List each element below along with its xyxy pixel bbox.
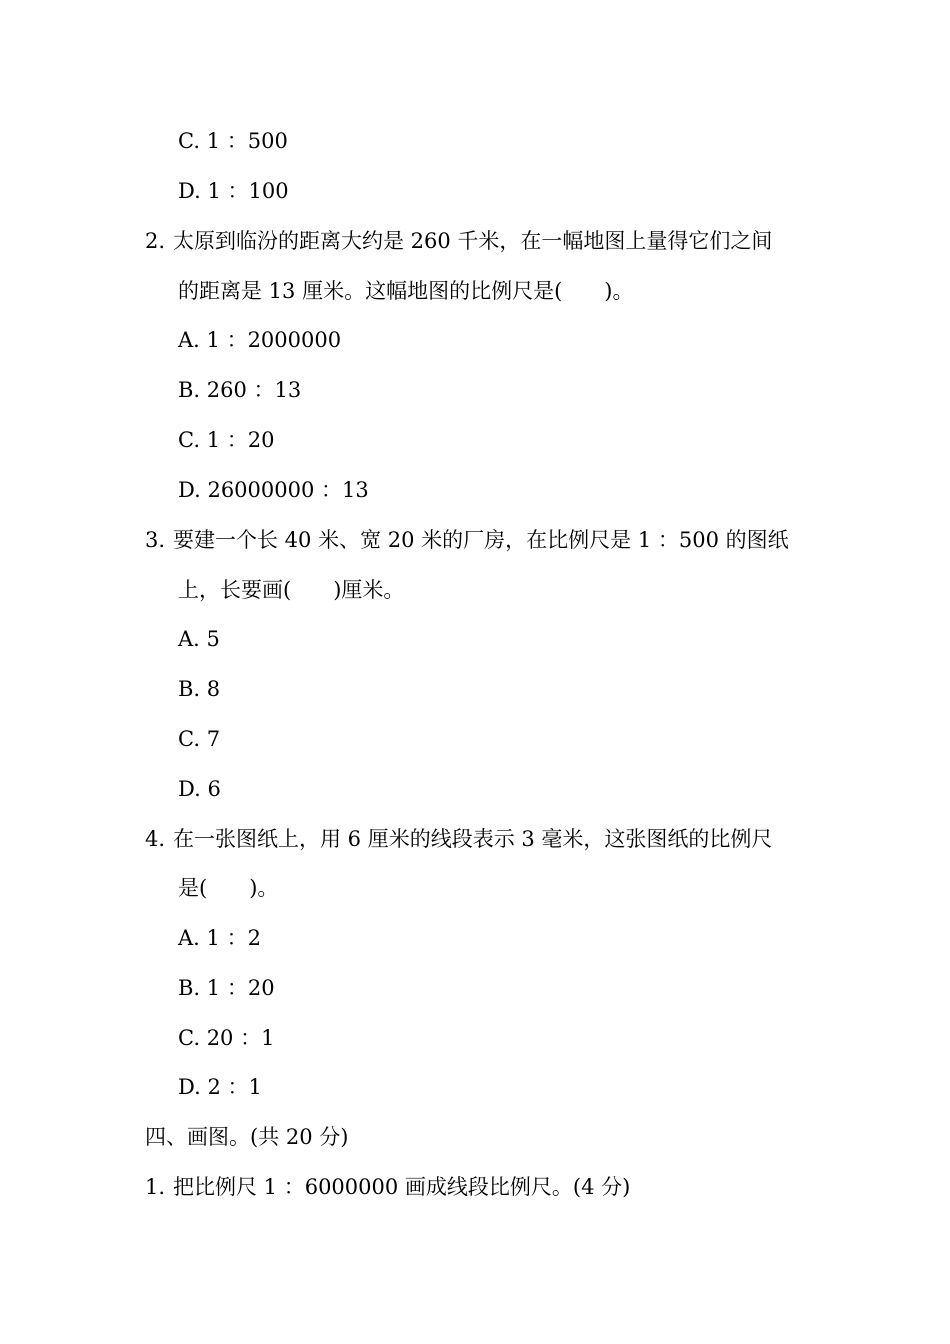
- option-letter: D.: [178, 1075, 201, 1099]
- option-text: 1 ：2: [206, 926, 261, 950]
- question-number: 4.: [145, 827, 166, 851]
- option-letter: A.: [178, 627, 200, 651]
- option-letter: D.: [178, 777, 201, 801]
- question-3-option-a: [178, 624, 220, 654]
- option-text: 7: [206, 727, 221, 751]
- question-4: [145, 824, 772, 854]
- question-2: [145, 226, 772, 256]
- option-text: 5: [206, 627, 220, 651]
- option-text: 26000000 ：13: [207, 478, 369, 502]
- option-text: 1 ：20: [206, 428, 275, 452]
- option-text: 260 ：13: [206, 378, 302, 402]
- question-text: 把比例尺 1 ：6000000 画成线段比例尺。(4 分): [173, 1175, 631, 1199]
- option-text: 8: [206, 677, 221, 701]
- question-3-continued: [178, 575, 404, 605]
- question-4-option-c: [178, 1023, 274, 1053]
- option-text: 1 ：100: [207, 179, 289, 203]
- option-letter: D.: [178, 478, 201, 502]
- option-d-prev: [178, 176, 289, 206]
- question-4-continued: [178, 873, 278, 903]
- option-letter: A.: [178, 926, 200, 950]
- option-text: 1 ：500: [206, 129, 288, 153]
- question-text: 太原到临汾的距离大约是 260 千米，在一幅地图上量得它们之间: [173, 229, 773, 253]
- question-2-option-b: [178, 375, 301, 405]
- question-4-option-a: [178, 923, 261, 953]
- question-2-continued: [178, 276, 633, 306]
- option-text: 20 ：1: [206, 1026, 275, 1050]
- question-2-option-d: [178, 475, 369, 505]
- option-letter: C.: [178, 727, 200, 751]
- option-letter: C.: [178, 428, 200, 452]
- option-c-prev: [178, 126, 288, 156]
- question-text: 在一张图纸上，用 6 厘米的线段表示 3 毫米，这张图纸的比例尺: [173, 827, 773, 851]
- option-text: 1 ：20: [206, 976, 275, 1000]
- option-letter: B.: [178, 677, 201, 701]
- question-number: 3.: [145, 528, 166, 552]
- option-text: 2 ：1: [207, 1075, 262, 1099]
- question-text: 上，长要画( )厘米。: [178, 578, 405, 602]
- question-3-option-c: [178, 724, 220, 754]
- option-text: 1 ：2000000: [206, 328, 342, 352]
- question-3: [145, 525, 789, 555]
- question-text: 的距离是 13 厘米。这幅地图的比例尺是( )。: [178, 279, 634, 303]
- question-number: 1.: [145, 1175, 166, 1199]
- question-2-option-c: [178, 425, 274, 455]
- question-text: 要建一个长 40 米、宽 20 米的厂房，在比例尺是 1 ：500 的图纸: [173, 528, 789, 552]
- option-letter: B.: [178, 976, 201, 1000]
- question-4-option-b: [178, 973, 275, 1003]
- question-2-option-a: [178, 325, 341, 355]
- option-letter: C.: [178, 1026, 200, 1050]
- section-4-question-1: [145, 1172, 630, 1202]
- option-letter: B.: [178, 378, 201, 402]
- section-heading: 四、画图。(共 20 分): [145, 1125, 349, 1149]
- question-text: 是( )。: [178, 876, 279, 900]
- question-3-option-d: [178, 774, 221, 804]
- question-3-option-b: [178, 674, 220, 704]
- option-letter: D.: [178, 179, 201, 203]
- question-4-option-d: [178, 1072, 262, 1102]
- question-number: 2.: [145, 229, 166, 253]
- option-letter: A.: [178, 328, 200, 352]
- option-text: 6: [207, 777, 221, 801]
- option-letter: C.: [178, 129, 200, 153]
